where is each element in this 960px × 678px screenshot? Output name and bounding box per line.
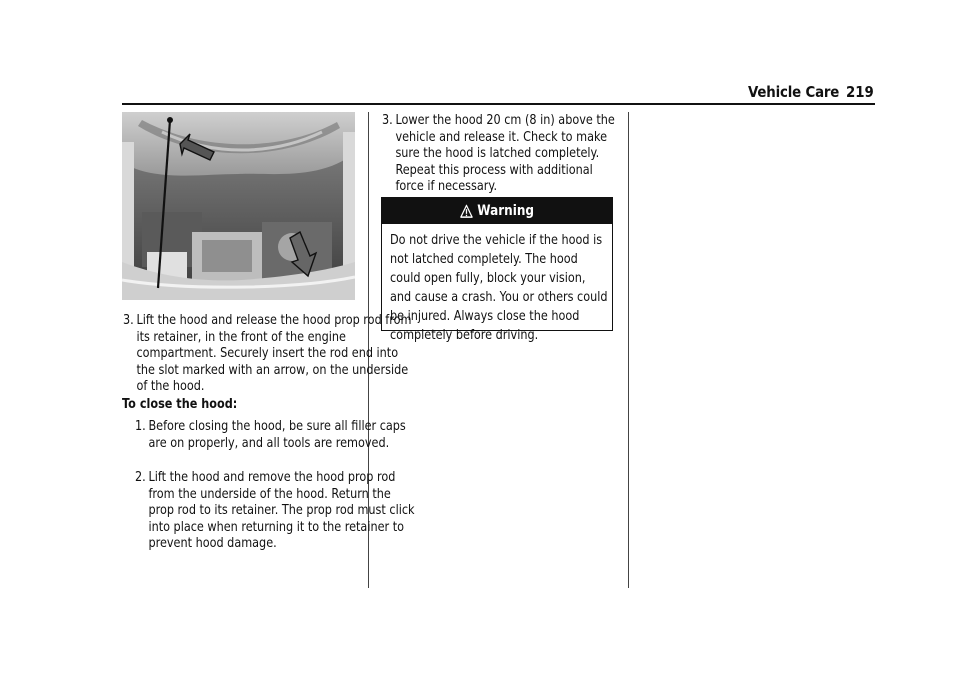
step-text: Lift the hood and remove the hood prop rod from the underside of the hood. Return the prop rod to its retainer. The prop rod must click into place when returning it to the retainer to prevent hood damage.: [148, 470, 415, 552]
step-number: 2.: [135, 470, 146, 485]
step-number: 1.: [135, 419, 146, 434]
column-divider: [628, 112, 629, 588]
engine-compartment-photo: [122, 112, 355, 300]
close-step-2: [135, 470, 415, 553]
page-number: 219: [846, 83, 874, 101]
close-step-1: [135, 419, 415, 452]
warning-triangle-icon: [460, 204, 473, 219]
step-number: 3.: [123, 313, 134, 328]
step-text: Before closing the hood, be sure all filler caps are on properly, and all tools are removed.: [148, 419, 406, 451]
step-number: 3.: [382, 113, 393, 128]
section-title: Vehicle Care: [748, 83, 840, 101]
warning-header: [382, 198, 612, 224]
warning-title: Warning: [477, 203, 535, 219]
step-text: Lower the hood 20 cm (8 in) above the vehicle and release it. Check to make sure the hood is latched completely. Repeat this process with additional force if necessary.: [395, 113, 615, 195]
close-hood-heading: To close the hood:: [122, 397, 238, 412]
step-text: Lift the hood and release the hood prop rod from its retainer, in the front of the engine compartment. Securely insert the rod end into the slot marked with an arrow, on the underside of the hood.: [136, 313, 412, 395]
hood-open-step-3: [123, 313, 417, 396]
warning-text: Do not drive the vehicle if the hood is not latched completely. The hood could open fully, block your vision, and cause a crash. You or others could be injured. Always close the hood completely before driving.: [390, 233, 608, 343]
close-step-3: [382, 113, 621, 196]
header-divider: [122, 103, 875, 105]
warning-box: [381, 197, 613, 343]
